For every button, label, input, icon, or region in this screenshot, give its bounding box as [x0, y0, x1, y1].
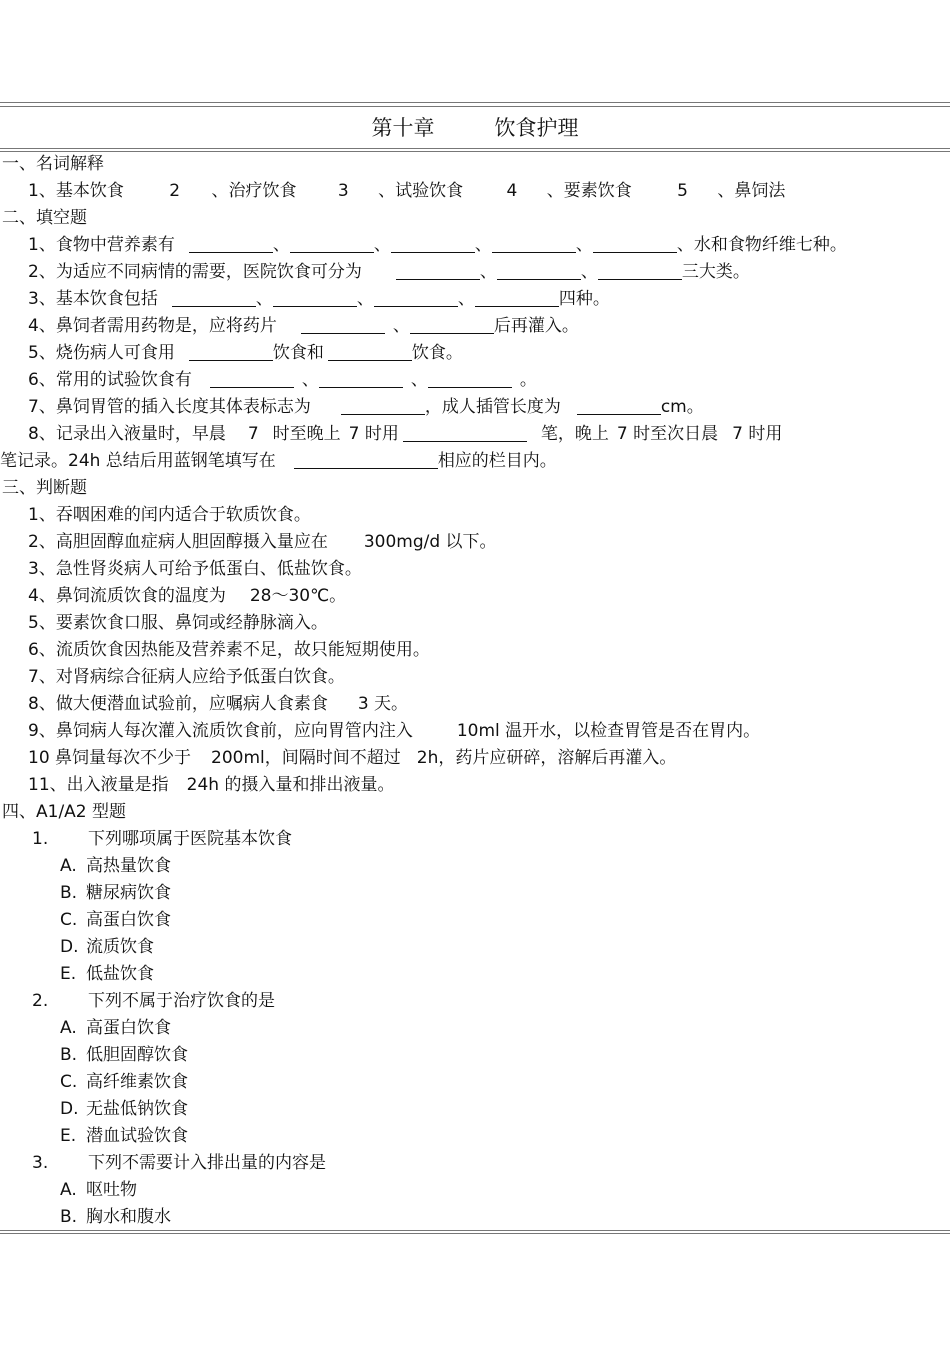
judgement-item [0, 529, 950, 556]
item-text: 。 [519, 370, 537, 390]
option-text: 糖尿病饮食 [86, 883, 171, 903]
question-text: 下列不属于治疗饮食的是 [88, 991, 275, 1011]
question-text: 下列不需要计入排出量的内容是 [88, 1153, 326, 1173]
option-text: 高蛋白饮食 [86, 910, 171, 930]
term-list [0, 178, 950, 205]
answer-blank[interactable] [475, 288, 559, 307]
answer-blank[interactable] [189, 342, 273, 361]
separator: 、 [457, 289, 475, 309]
question-stem [0, 988, 950, 1015]
item-text: 200ml，间隔时间不超过 [211, 748, 401, 768]
answer-option[interactable] [0, 1096, 950, 1123]
judgement-item [0, 745, 950, 772]
question-number: 1. [32, 829, 49, 849]
option-letter: B. [60, 883, 78, 903]
fill-blank-item [0, 394, 950, 421]
term-number: 3 [337, 181, 349, 201]
page-title [0, 113, 950, 143]
answer-blank[interactable] [577, 396, 661, 415]
separator: 、 [392, 316, 410, 336]
separator: 、 [255, 289, 273, 309]
answer-blank[interactable] [328, 342, 412, 361]
term-number: 5 [677, 181, 688, 201]
chapter-name: 饮食护理 [494, 116, 579, 140]
option-text: 流质饮食 [86, 937, 154, 957]
item-text: 后再灌入。 [493, 316, 579, 336]
item-text: 三大类。 [681, 262, 750, 282]
top-rule [0, 102, 950, 103]
judgement-item [0, 637, 950, 664]
judgement-item [0, 556, 950, 583]
answer-blank[interactable] [189, 234, 273, 253]
term-number: 2 [169, 181, 181, 201]
answer-blank[interactable] [301, 315, 385, 334]
item-text: 6、常用的试验饮食有 [28, 370, 192, 390]
item-text: 笔，晚上 [540, 424, 609, 444]
item-text: 24h 的摄入量和排出液量。 [186, 775, 395, 795]
option-letter: C. [60, 1072, 78, 1092]
separator: 、 [272, 235, 290, 255]
bottom-rule [0, 1230, 950, 1231]
fill-blank-item [0, 259, 950, 286]
option-text: 低盐饮食 [86, 964, 154, 984]
item-text: 4、鼻饲流质饮食的温度为 [28, 586, 226, 606]
option-text: 无盐低钠饮食 [86, 1099, 188, 1119]
judgement-item [0, 502, 950, 529]
item-text: 10 鼻饲量每次不少于 [28, 748, 192, 768]
item-text: 1、食物中营养素有 [28, 235, 175, 255]
item-text: 饮食。 [411, 343, 463, 363]
judgement-item [0, 691, 950, 718]
term: 、试验饮食 [378, 181, 464, 201]
item-text: 7、对肾病综合征病人应给予低蛋白饮食。 [28, 667, 345, 687]
answer-blank[interactable] [428, 369, 512, 388]
answer-option[interactable] [0, 1015, 950, 1042]
section-heading: 四、A1/A2 型题 [2, 802, 127, 822]
question-text: 下列哪项属于医院基本饮食 [88, 829, 292, 849]
answer-blank[interactable] [593, 234, 677, 253]
item-text: ，成人插管长度为 [424, 397, 561, 417]
fill-blank-item [0, 232, 950, 259]
answer-blank[interactable] [403, 423, 527, 442]
option-text: 胸水和腹水 [86, 1207, 171, 1227]
fill-blank-item [0, 313, 950, 340]
title-rule [0, 148, 950, 149]
answer-option[interactable] [0, 934, 950, 961]
separator: 、 [479, 262, 497, 282]
judgement-item [0, 610, 950, 637]
judgement-item [0, 583, 950, 610]
answer-blank[interactable] [210, 369, 294, 388]
item-text: 8、记录出入液量时，早晨 [28, 424, 226, 444]
item-text: 四种。 [558, 289, 610, 309]
item-text: 2h，药片应研碎，溶解后再灌入。 [416, 748, 677, 768]
option-letter: B. [60, 1045, 78, 1065]
separator: 、 [356, 289, 374, 309]
item-number: 7 [247, 424, 259, 444]
section-heading: 三、判断题 [2, 478, 87, 498]
option-letter: D. [60, 937, 79, 957]
term: 、要素饮食 [546, 181, 632, 201]
section-heading: 一、名词解释 [2, 154, 104, 174]
answer-blank[interactable] [290, 234, 374, 253]
option-text: 呕吐物 [86, 1180, 137, 1200]
question-number: 2. [32, 991, 49, 1011]
answer-option[interactable] [0, 1123, 950, 1150]
answer-option[interactable] [0, 1177, 950, 1204]
item-text: 相应的栏目内。 [437, 451, 557, 471]
item-text: 、水和食物纤维七种。 [676, 235, 847, 255]
question-stem [0, 1150, 950, 1177]
answer-blank[interactable] [492, 234, 576, 253]
item-text: 6、流质饮食因热能及营养素不足，故只能短期使用。 [28, 640, 430, 660]
item-text: 10ml 温开水，以检查胃管是否在胃内。 [456, 721, 761, 741]
term: 、鼻饲法 [717, 181, 786, 201]
item-text: cm。 [660, 397, 704, 417]
option-text: 高纤维素饮食 [86, 1072, 188, 1092]
separator: 、 [301, 370, 319, 390]
document-body [0, 151, 950, 1231]
answer-blank[interactable] [598, 261, 682, 280]
item-text: 5、烧伤病人可食用 [28, 343, 175, 363]
answer-blank[interactable] [497, 261, 581, 280]
item-text: 饮食和 [272, 343, 324, 363]
answer-option[interactable] [0, 1204, 950, 1231]
fill-blank-item [0, 286, 950, 313]
separator: 、 [373, 235, 391, 255]
fill-blank-item [0, 340, 950, 367]
answer-blank[interactable] [341, 396, 425, 415]
item-text: 5、要素饮食口服、鼻饲或经静脉滴入。 [28, 613, 328, 633]
item-text: 11、出入液量是指 [28, 775, 169, 795]
option-text: 高热量饮食 [86, 856, 171, 876]
option-letter: C. [60, 910, 78, 930]
item-text: 笔记录。24h 总结后用蓝钢笔填写在 [0, 451, 276, 471]
judgement-item [0, 772, 950, 799]
item-text: 7 时用 [348, 424, 399, 444]
item-text: 3 天。 [357, 694, 409, 714]
answer-blank[interactable] [410, 315, 494, 334]
answer-option[interactable] [0, 880, 950, 907]
item-text: 2、高胆固醇血症病人胆固醇摄入量应在 [28, 532, 328, 552]
item-text: 7 时至次日晨 [616, 424, 719, 444]
option-letter: A. [60, 1018, 77, 1038]
item-text: 300mg/d 以下。 [363, 532, 497, 552]
item-text: 8、做大便潜血试验前，应嘱病人食素食 [28, 694, 328, 714]
option-text: 潜血试验饮食 [86, 1126, 188, 1146]
option-letter: B. [60, 1207, 78, 1227]
answer-option[interactable] [0, 1069, 950, 1096]
item-text: 3、急性肾炎病人可给予低蛋白、低盐饮食。 [28, 559, 362, 579]
item-text: 3、基本饮食包括 [28, 289, 158, 309]
item-text: 1、吞咽困难的闰内适合于软质饮食。 [28, 505, 311, 525]
bottom-rule-2 [0, 1233, 950, 1234]
item-text: 7 时用 [732, 424, 783, 444]
option-letter: A. [60, 1180, 77, 1200]
option-letter: D. [60, 1099, 79, 1119]
answer-blank[interactable] [294, 450, 438, 469]
term: 1、基本饮食 [28, 181, 124, 201]
section-heading: 二、填空题 [2, 208, 87, 228]
question-stem [0, 826, 950, 853]
fill-blank-item [0, 421, 950, 448]
option-letter: E. [60, 1126, 77, 1146]
option-text: 高蛋白饮食 [86, 1018, 171, 1038]
answer-blank[interactable] [391, 234, 475, 253]
chapter-number: 第十章 [371, 116, 435, 140]
separator: 、 [580, 262, 598, 282]
answer-blank[interactable] [396, 261, 480, 280]
separator: 、 [575, 235, 593, 255]
answer-option[interactable] [0, 1042, 950, 1069]
item-text: 9、鼻饲病人每次灌入流质饮食前，应向胃管内注入 [28, 721, 413, 741]
term: 、治疗饮食 [211, 181, 297, 201]
item-text: 时至晚上 [272, 424, 341, 444]
answer-option[interactable] [0, 907, 950, 934]
separator: 、 [474, 235, 492, 255]
item-text: 4、鼻饲者需用药物是，应将药片 [28, 316, 277, 336]
judgement-item [0, 664, 950, 691]
item-text: 7、鼻饲胃管的插入长度其体表标志为 [28, 397, 311, 417]
option-letter: A. [60, 856, 77, 876]
term-number: 4 [506, 181, 518, 201]
judgement-item [0, 718, 950, 745]
item-text: 2、为适应不同病情的需要，医院饮食可分为 [28, 262, 362, 282]
item-text: 28～30℃。 [249, 586, 347, 606]
option-letter: E. [60, 964, 77, 984]
fill-blank-item-continued [0, 448, 950, 475]
top-rule-2 [0, 106, 950, 107]
answer-blank[interactable] [172, 288, 256, 307]
question-number: 3. [32, 1153, 49, 1173]
answer-option[interactable] [0, 853, 950, 880]
option-text: 低胆固醇饮食 [86, 1045, 188, 1065]
separator: 、 [410, 370, 428, 390]
answer-blank[interactable] [273, 288, 357, 307]
answer-option[interactable] [0, 961, 950, 988]
fill-blank-item [0, 367, 950, 394]
answer-blank[interactable] [374, 288, 458, 307]
answer-blank[interactable] [319, 369, 403, 388]
